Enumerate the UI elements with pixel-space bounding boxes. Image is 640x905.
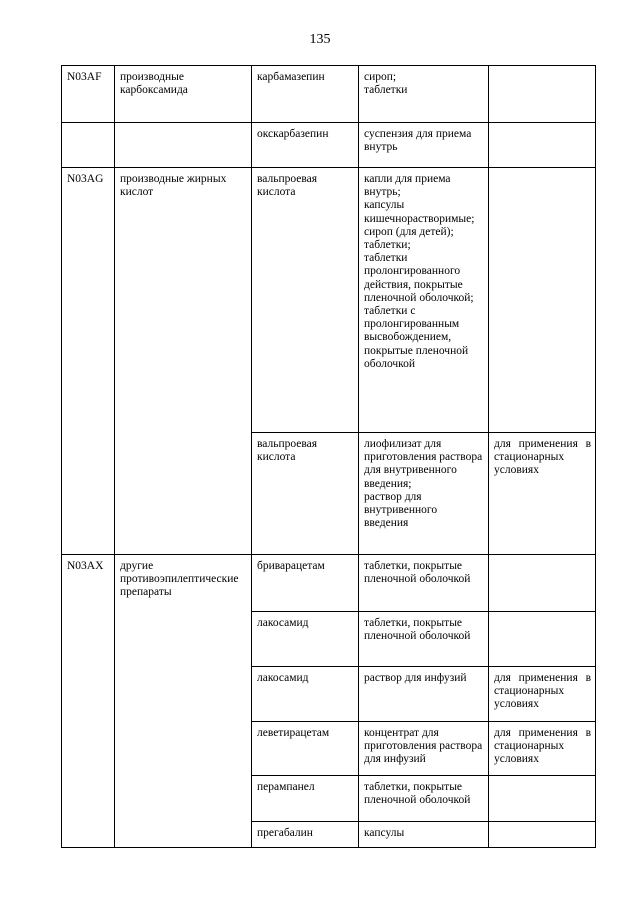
table-row [62,612,596,667]
table-row [62,123,596,168]
atc-code-cell [62,433,115,555]
atc-code-cell [62,822,115,848]
note-cell [489,776,596,822]
note-cell [489,123,596,168]
note-cell: для применения в стационарных условиях [489,433,596,555]
table-row [62,667,596,722]
table-row [62,822,596,848]
form-cell: суспензия для приема внутрь [359,123,489,168]
page-number: 135 [309,32,331,47]
drug-table [61,65,596,848]
note-cell [489,66,596,123]
form-cell [359,168,489,433]
form-cell [359,66,489,123]
form-cell: таблетки, покрытые пленочной оболочкой [359,555,489,612]
form-cell: таблетки, покрытые пленочной оболочкой [359,776,489,822]
group-cell: производные жирных кислот [115,168,252,433]
form-cell: таблетки, покрытые пленочной оболочкой [359,612,489,667]
drug-cell: окскарбазепин [252,123,359,168]
drug-cell: вальпроевая кислота [252,433,359,555]
drug-cell: перампанел [252,776,359,822]
drug-cell: карбамазепин [252,66,359,123]
group-cell [115,123,252,168]
atc-code-cell: N03AF [62,66,115,123]
table-row [62,433,596,555]
group-cell: другие противоэпилептические препараты [115,555,252,612]
drug-cell: леветирацетам [252,722,359,776]
group-cell [115,776,252,822]
note-cell [489,612,596,667]
form-cell: капсулы [359,822,489,848]
atc-code-cell: N03AX [62,555,115,612]
table-row [62,555,596,612]
form-text: капли для приема внутрь; капсулы кишечнорастворимые; сироп (для детей); таблетки; таблетки пролонгированного действия, покрытые пленочной оболочкой; таблетки с пролонгированным высвобождением, покрытые пленочной оболочкой [364,173,475,370]
note-cell: для применения в стационарных условиях [489,667,596,722]
table-row [62,168,596,433]
form-cell [359,433,489,555]
note-cell: для применения в стационарных условиях [489,722,596,776]
drug-cell: бриварацетам [252,555,359,612]
atc-code-cell [62,612,115,667]
drug-cell: вальпроевая кислота [252,168,359,433]
atc-code-cell [62,776,115,822]
form-text: сироп; таблетки [364,71,408,97]
group-cell [115,722,252,776]
group-cell [115,667,252,722]
group-cell [115,822,252,848]
form-cell: концентрат для приготовления раствора для инфузий [359,722,489,776]
group-cell [115,612,252,667]
atc-code-cell [62,123,115,168]
form-cell: раствор для инфузий [359,667,489,722]
drug-cell: лакосамид [252,667,359,722]
drug-cell: прегабалин [252,822,359,848]
atc-code-cell: N03AG [62,168,115,433]
drug-cell: лакосамид [252,612,359,667]
form-text: лиофилизат для приготовления раствора для внутривенного введения; раствор для внутривенного введения [364,438,483,530]
atc-code-cell [62,667,115,722]
table-row [62,722,596,776]
group-cell: производные карбоксамида [115,66,252,123]
table-row [62,66,596,123]
atc-code-cell [62,722,115,776]
note-cell [489,555,596,612]
note-cell [489,168,596,433]
table-row [62,776,596,822]
note-cell [489,822,596,848]
group-cell [115,433,252,555]
